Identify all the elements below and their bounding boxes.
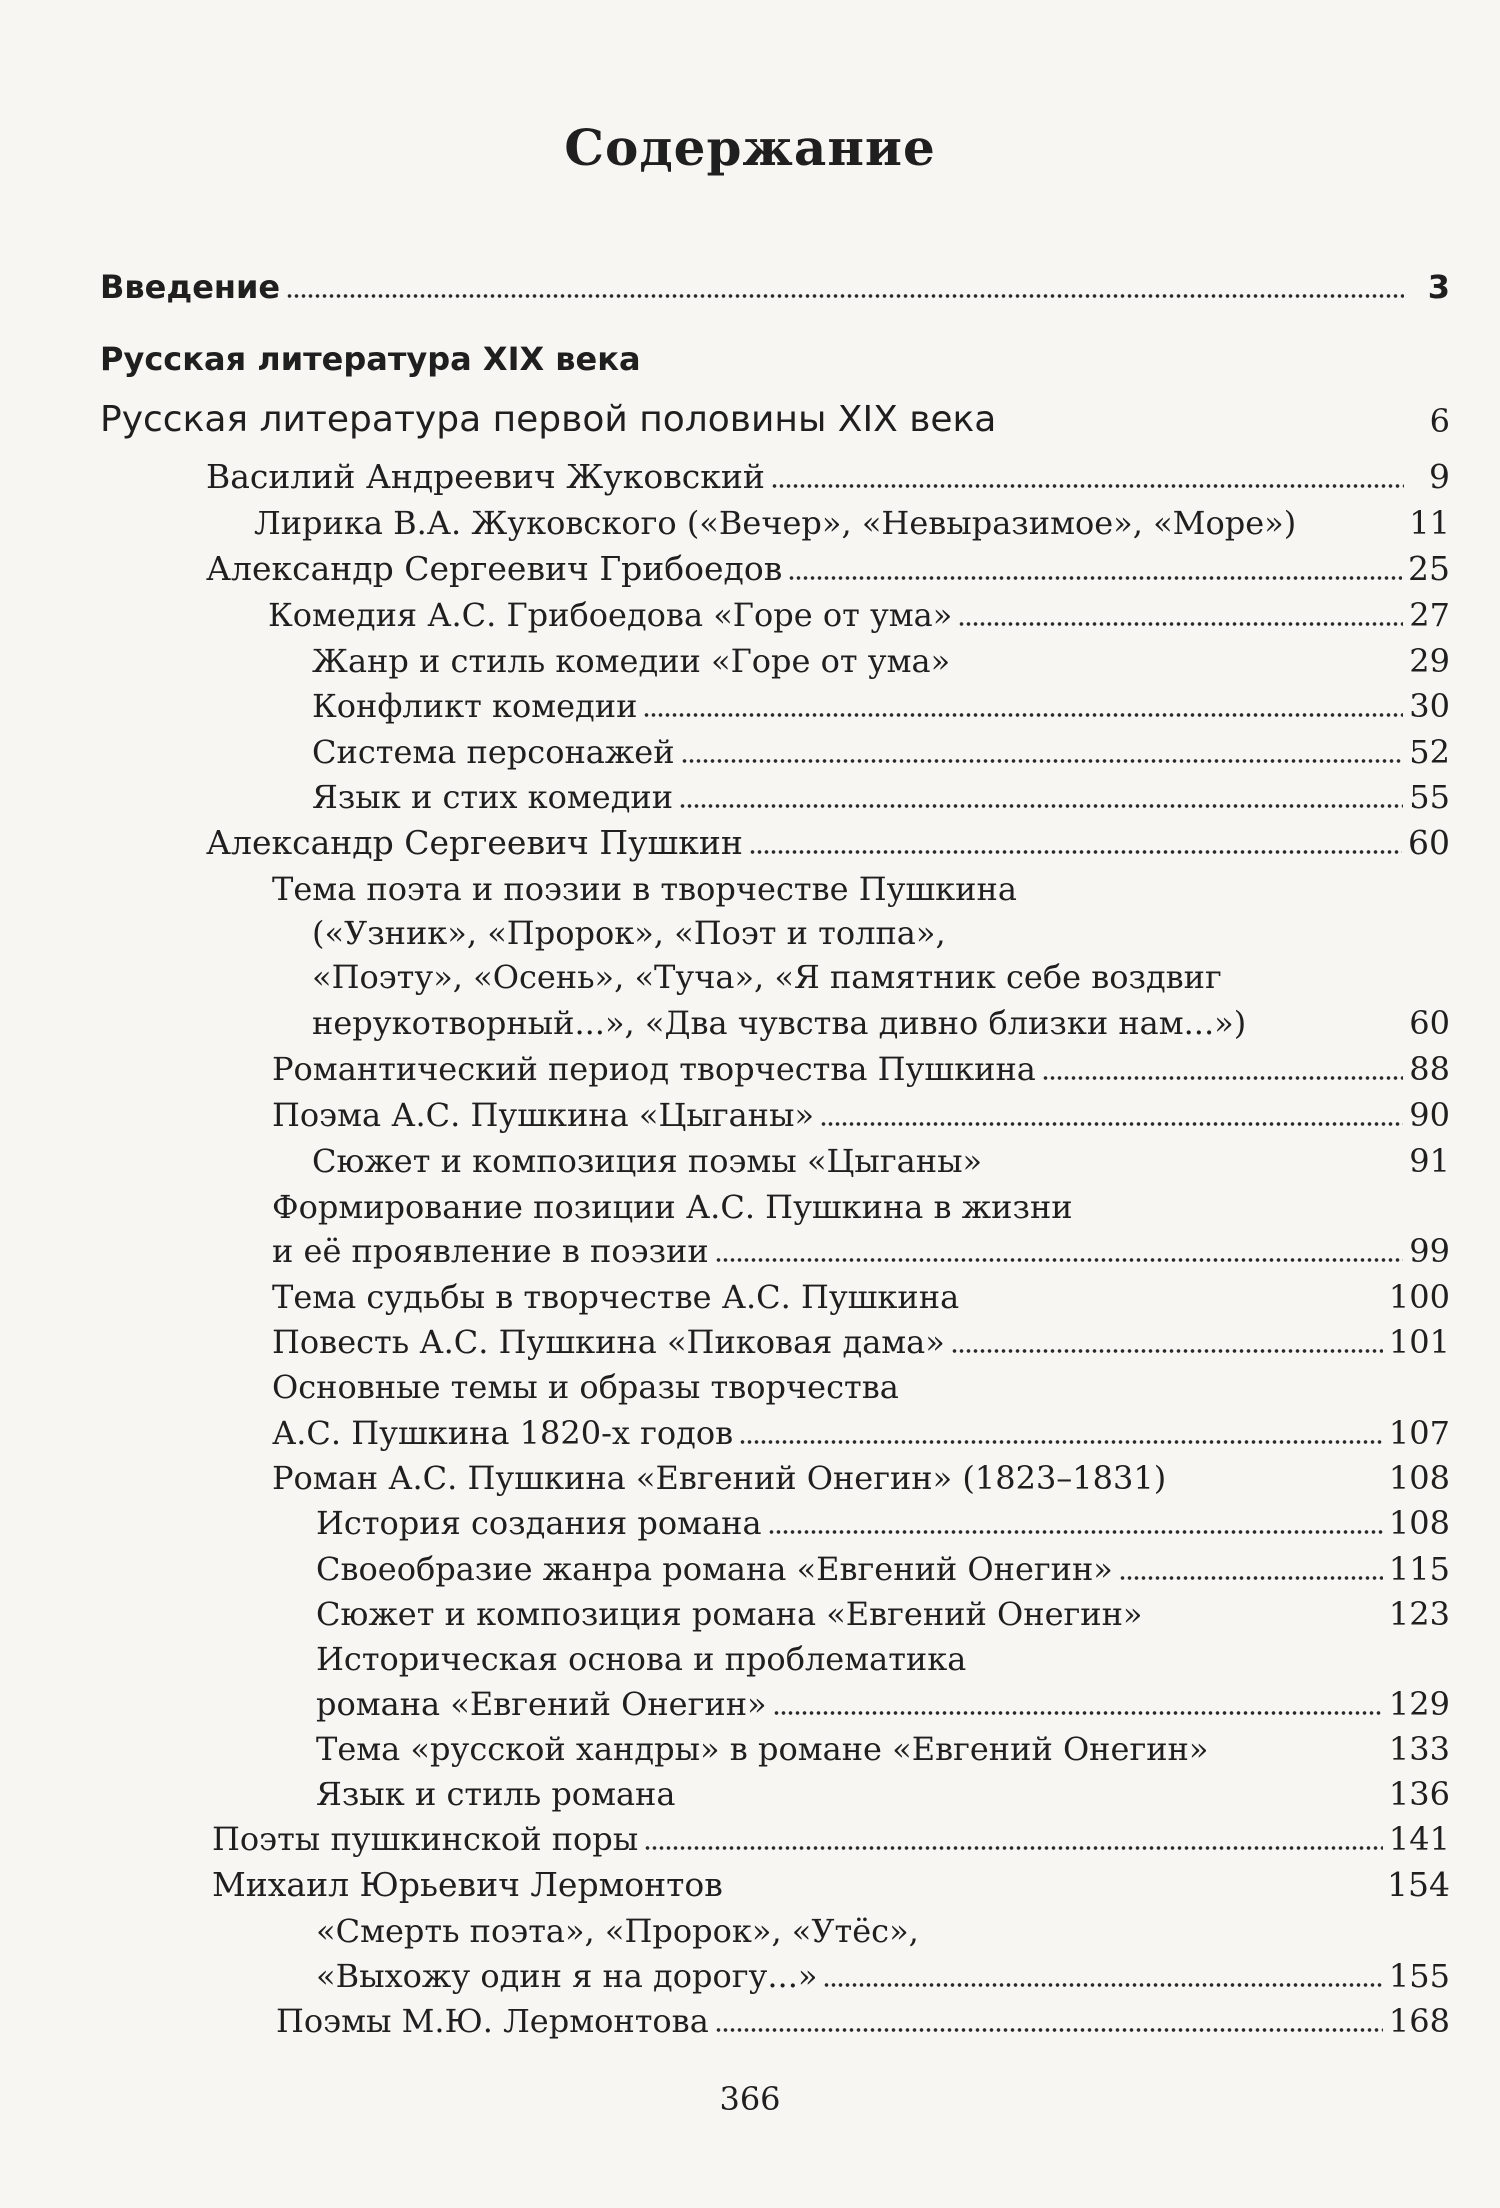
toc-entry-continuation [316, 1679, 1450, 1723]
toc-entry-page: 3 [1427, 268, 1450, 306]
toc-entry [254, 498, 1450, 542]
toc-entry-title: Язык и стих комедии [312, 778, 674, 816]
toc-entry-continuation [316, 1951, 1450, 1995]
toc-entry-page: 60 [1409, 1004, 1450, 1042]
toc-entry [272, 1044, 1450, 1088]
toc-entry [316, 1544, 1450, 1588]
toc-entry-page: 30 [1409, 687, 1450, 725]
toc-entry-title: А.С. Пушкина 1820-х годов [272, 1414, 734, 1452]
toc-entry-title: нерукотворный...», «Два чувства дивно близки нам...») [312, 1004, 1247, 1042]
toc-entry [212, 1814, 1450, 1858]
toc-entry-continuation [312, 908, 1450, 952]
toc-entry [272, 1182, 1450, 1226]
toc-entry-continuation [272, 1226, 1450, 1270]
dot-leader [788, 576, 1402, 580]
toc-entry-page: 27 [1409, 596, 1450, 634]
toc-entry-page: 52 [1409, 733, 1450, 771]
toc-entry-title: Михаил Юрьевич Лермонтов [212, 1865, 723, 1904]
toc-entry-title: Роман А.С. Пушкина «Евгений Онегин» (1823–1831) [272, 1459, 1167, 1497]
toc-entry-title: Сюжет и композиция поэмы «Цыганы» [312, 1142, 983, 1180]
toc-entry [312, 681, 1450, 725]
toc-entry-title: Язык и стиль романа [316, 1775, 676, 1813]
toc-entry-title: Поэмы М.Ю. Лермонтова [276, 2002, 709, 2040]
toc-entry-title: и её проявление в поэзии [272, 1232, 709, 1270]
dot-leader [958, 622, 1403, 626]
toc-entry [312, 1136, 1450, 1180]
toc-entry [206, 544, 1450, 588]
toc-entry [206, 818, 1450, 862]
dot-leader [773, 1711, 1383, 1715]
dot-leader [715, 2028, 1383, 2032]
toc-entry-page: 108 [1388, 1459, 1450, 1497]
toc-entry-title: «Выхожу один я на дорогу...» [316, 1957, 818, 1995]
page-number: 366 [719, 2080, 781, 2118]
toc-entry-page: 108 [1388, 1504, 1450, 1542]
toc-entry [212, 1860, 1450, 1904]
page-title: Содержание [564, 118, 936, 177]
toc-entry-page: 115 [1388, 1550, 1450, 1588]
toc-entry-title: Тема «русской хандры» в романе «Евгений Онегин» [316, 1730, 1209, 1768]
toc-entry-title: Русская литература первой половины XIX века [100, 399, 997, 440]
toc-entry [272, 1453, 1450, 1497]
toc-entry-title: Сюжет и композиция романа «Евгений Онегин» [316, 1595, 1143, 1633]
toc-entry-title: Александр Сергеевич Пушкин [206, 823, 743, 862]
toc-entry-title: «Смерть поэта», «Пророк», «Утёс», [316, 1912, 919, 1950]
dot-leader [286, 294, 1404, 298]
toc-entry-page: 9 [1429, 457, 1450, 496]
toc-entry-title: Василий Андреевич Жуковский [206, 457, 765, 496]
toc-entry-title: Повесть А.С. Пушкина «Пиковая дама» [272, 1323, 945, 1361]
dot-leader [715, 1258, 1404, 1262]
toc-entry-title: Тема поэта и поэзии в творчестве Пушкина [272, 870, 1017, 908]
dot-leader [768, 1530, 1383, 1534]
toc-entry-page: 29 [1409, 642, 1450, 680]
toc-entry [272, 1362, 1450, 1406]
toc-entry-title: История создания романа [316, 1504, 762, 1542]
toc-entry-page: 136 [1388, 1775, 1450, 1813]
toc-entry-title: Введение [100, 268, 281, 306]
toc-entry-page: 60 [1408, 823, 1450, 862]
toc-entry [272, 864, 1450, 908]
toc-entry-page: 91 [1409, 1142, 1450, 1180]
toc-entry-title: Тема судьбы в творчестве А.С. Пушкина [272, 1278, 960, 1316]
toc-entry-title: Александр Сергеевич Грибоедов [206, 549, 783, 588]
toc-entry-title: Основные темы и образы творчества [272, 1368, 899, 1406]
toc-entry-title: Лирика В.А. Жуковского («Вечер», «Невыразимое», «Море») [254, 504, 1297, 542]
toc-entry [316, 1589, 1450, 1633]
toc-entry [100, 262, 1450, 306]
toc-entry-page: 100 [1388, 1278, 1450, 1316]
toc-entry-page: 101 [1388, 1323, 1450, 1361]
dot-leader [771, 484, 1404, 488]
toc-entry-page: 25 [1408, 549, 1450, 588]
toc-entry [312, 727, 1450, 771]
toc-entry [272, 1317, 1450, 1361]
toc-entry-title: Система персонажей [312, 733, 675, 771]
toc-entry-title: Своеобразие жанра романа «Евгений Онегин» [316, 1550, 1113, 1588]
toc-entry [276, 1996, 1450, 2040]
dot-leader [739, 1440, 1383, 1444]
dot-leader [681, 759, 1404, 763]
toc-entry-title: романа «Евгений Онегин» [316, 1685, 767, 1723]
dot-leader [679, 804, 1403, 808]
dot-leader [951, 1349, 1383, 1353]
toc-entry-title: Жанр и стиль комедии «Горе от ума» [312, 642, 951, 680]
toc-entry-page: 107 [1388, 1414, 1450, 1452]
dot-leader [749, 850, 1402, 854]
toc-entry-title: «Поэту», «Осень», «Туча», «Я памятник себе воздвиг [312, 958, 1222, 996]
toc-entry-page: 129 [1388, 1685, 1450, 1723]
toc-entry-continuation [312, 952, 1450, 996]
toc-entry-title: Конфликт комедии [312, 687, 638, 725]
toc-entry-continuation [272, 1408, 1450, 1452]
toc-entry-title: Историческая основа и проблематика [316, 1640, 967, 1678]
toc-entry-page: 133 [1388, 1730, 1450, 1768]
dot-leader [1042, 1076, 1403, 1080]
toc-entry-title: («Узник», «Пророк», «Поэт и толпа», [312, 914, 946, 952]
toc-entry-page: 168 [1388, 2002, 1450, 2040]
toc-entry [206, 452, 1450, 496]
toc-entry-page: 55 [1409, 778, 1450, 816]
toc-section-heading [100, 334, 1450, 378]
dot-leader [643, 713, 1403, 717]
toc-entry-title: Комедия А.С. Грибоедова «Горе от ума» [268, 596, 953, 634]
toc-entry [312, 772, 1450, 816]
dot-leader [644, 1846, 1383, 1850]
toc-entry-page: 155 [1388, 1957, 1450, 1995]
toc-entry [312, 636, 1450, 680]
dot-leader [820, 1122, 1403, 1126]
dot-leader [1119, 1576, 1383, 1580]
toc-entry [316, 1769, 1450, 1813]
toc-entry [316, 1634, 1450, 1678]
toc-entry-page: 6 [1429, 402, 1450, 440]
toc-entry-page: 90 [1409, 1096, 1450, 1134]
toc-entry-title: Русская литература XIX века [100, 340, 641, 378]
toc-entry [272, 1272, 1450, 1316]
toc-entry-title: Поэма А.С. Пушкина «Цыганы» [272, 1096, 815, 1134]
toc-entry [316, 1906, 1450, 1950]
toc-entry-page: 154 [1387, 1865, 1450, 1904]
toc-entry-title: Формирование позиции А.С. Пушкина в жизни [272, 1188, 1073, 1226]
toc-entry-title: Романтический период творчества Пушкина [272, 1050, 1036, 1088]
toc-entry-continuation [312, 998, 1450, 1042]
toc-entry-title: Поэты пушкинской поры [212, 1820, 639, 1858]
dot-leader [823, 1983, 1382, 1987]
toc-entry [272, 1090, 1450, 1134]
toc-entry-page: 141 [1388, 1820, 1450, 1858]
toc-entry-page: 88 [1409, 1050, 1450, 1088]
toc-entry [100, 396, 1450, 440]
toc-entry [316, 1724, 1450, 1768]
toc-entry-page: 99 [1409, 1232, 1450, 1270]
toc-entry [316, 1498, 1450, 1542]
toc-entry-page: 123 [1388, 1595, 1450, 1633]
toc-entry-page: 11 [1409, 504, 1450, 542]
toc-entry [268, 590, 1450, 634]
